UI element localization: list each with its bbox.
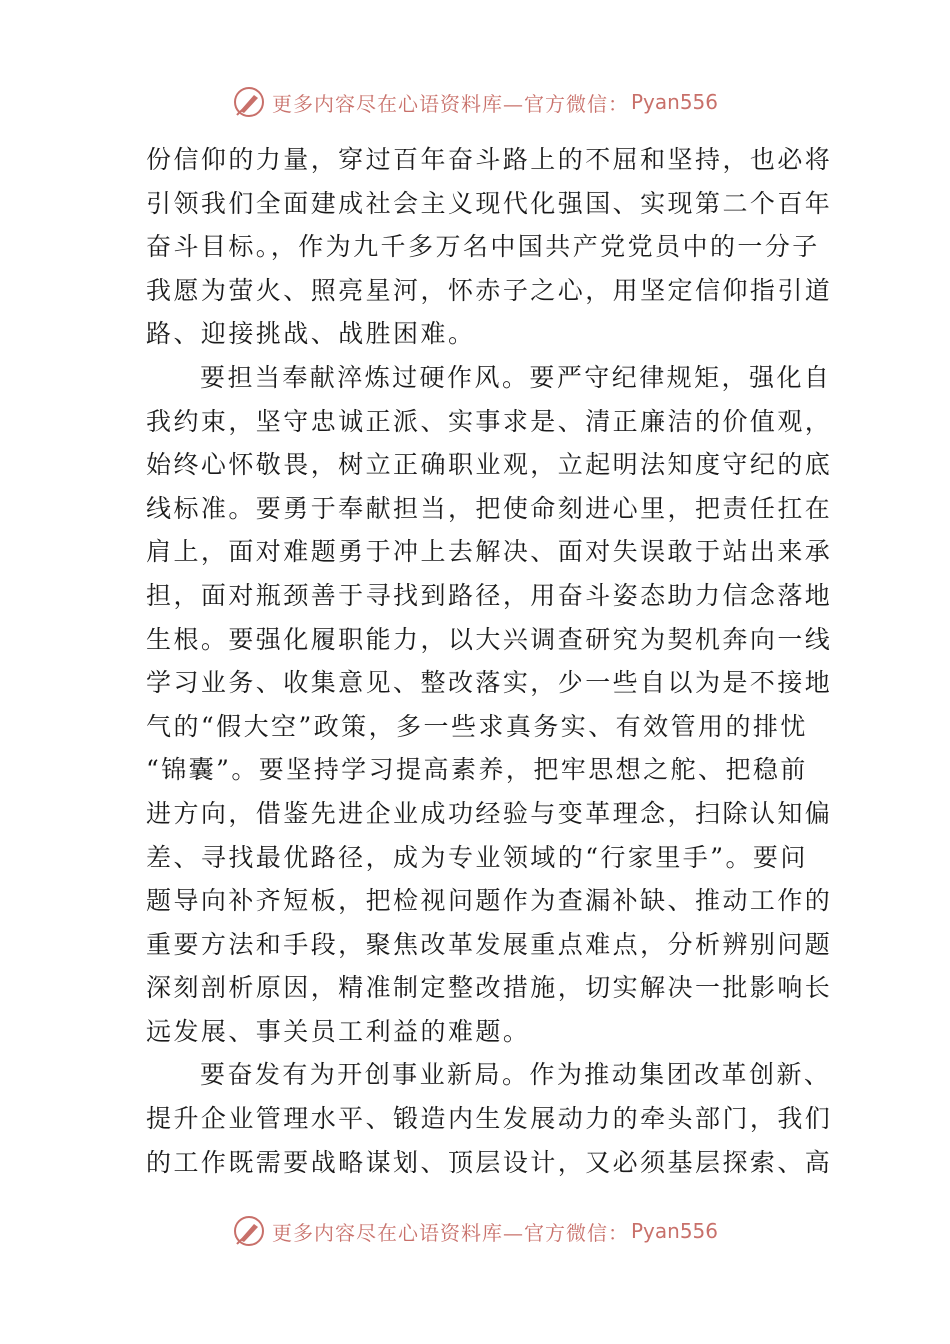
paragraph-start-line: 要奋发有为开创事业新局。作为推动集团改革创新、 [200, 1060, 832, 1090]
watermark-text: 更多内容尽在心语资料库—官方微信： [271, 91, 629, 116]
wechat-id: Pyan556 [630, 90, 718, 114]
text-line: 差、寻找最优路径，成为专业领域的“行家里手”。要问 [146, 842, 808, 872]
text-line: 的工作既需要战略谋划、顶层设计，又必须基层探索、高 [146, 1147, 833, 1177]
text-line: “锦囊”。要坚持学习提高素养，把牢思想之舵、把稳前 [146, 755, 808, 785]
text-line: 深刻剖析原因，精准制定整改措施，切实解决一批影响长 [146, 973, 833, 1003]
text-line: 远发展、事关员工利益的难题。 [146, 1016, 531, 1046]
text-line: 生根。要强化履职能力，以大兴调查研究为契机奔向一线 [146, 624, 833, 654]
text-line: 提升企业管理水平、锻造内生发展动力的牵头部门，我们 [146, 1104, 833, 1134]
document-body [146, 138, 833, 1184]
watermark-text: 更多内容尽在心语资料库—官方微信： [271, 1220, 629, 1245]
text-line: 奋斗目标。，作为九千多万名中国共产党党员中的一分子 [146, 232, 820, 262]
text-line: 学习业务、收集意见、整改落实，少一些自以为是不接地 [146, 668, 833, 698]
text-line: 气的“假大空”政策，多一些求真务实、有效管用的排忧 [146, 711, 808, 741]
watermark-banner-bottom [0, 1211, 950, 1251]
text-line: 份信仰的力量，穿过百年奋斗路上的不屈和坚持，也必将 [146, 145, 833, 174]
text-line: 线标准。要勇于奉献担当，把使命刻进心里，把责任扛在 [146, 493, 833, 523]
wechat-id: Pyan556 [630, 1219, 718, 1243]
text-line: 题导向补齐短板，把检视问题作为查漏补缺、推动工作的 [146, 886, 833, 916]
pen-logo-icon [232, 1214, 266, 1248]
text-line: 进方向，借鉴先进企业成功经验与变革理念，扫除认知偏 [146, 798, 833, 828]
pen-logo-icon [232, 85, 266, 119]
text-line: 我约束，坚守忠诚正派、实事求是、清正廉洁的价值观， [146, 406, 833, 436]
paragraph-start-line: 要担当奉献淬炼过硬作风。要严守纪律规矩，强化自 [200, 362, 832, 392]
text-line: 担，面对瓶颈善于寻找到路径，用奋斗姿态助力信念落地 [146, 580, 833, 610]
watermark-banner-top [0, 82, 950, 122]
text-line: 路、迎接挑战、战胜困难。 [146, 319, 476, 349]
text-line: 重要方法和手段，聚焦改革发展重点难点，分析辨别问题 [146, 929, 833, 959]
text-line: 肩上，面对难题勇于冲上去解决、面对失误敢于站出来承 [146, 537, 833, 567]
text-line: 始终心怀敬畏，树立正确职业观，立起明法知度守纪的底 [146, 450, 833, 480]
text-line: 引领我们全面建成社会主义现代化强国、实现第二个百年 [146, 188, 833, 218]
text-line: 我愿为萤火、照亮星河，怀赤子之心，用坚定信仰指引道 [146, 275, 833, 305]
